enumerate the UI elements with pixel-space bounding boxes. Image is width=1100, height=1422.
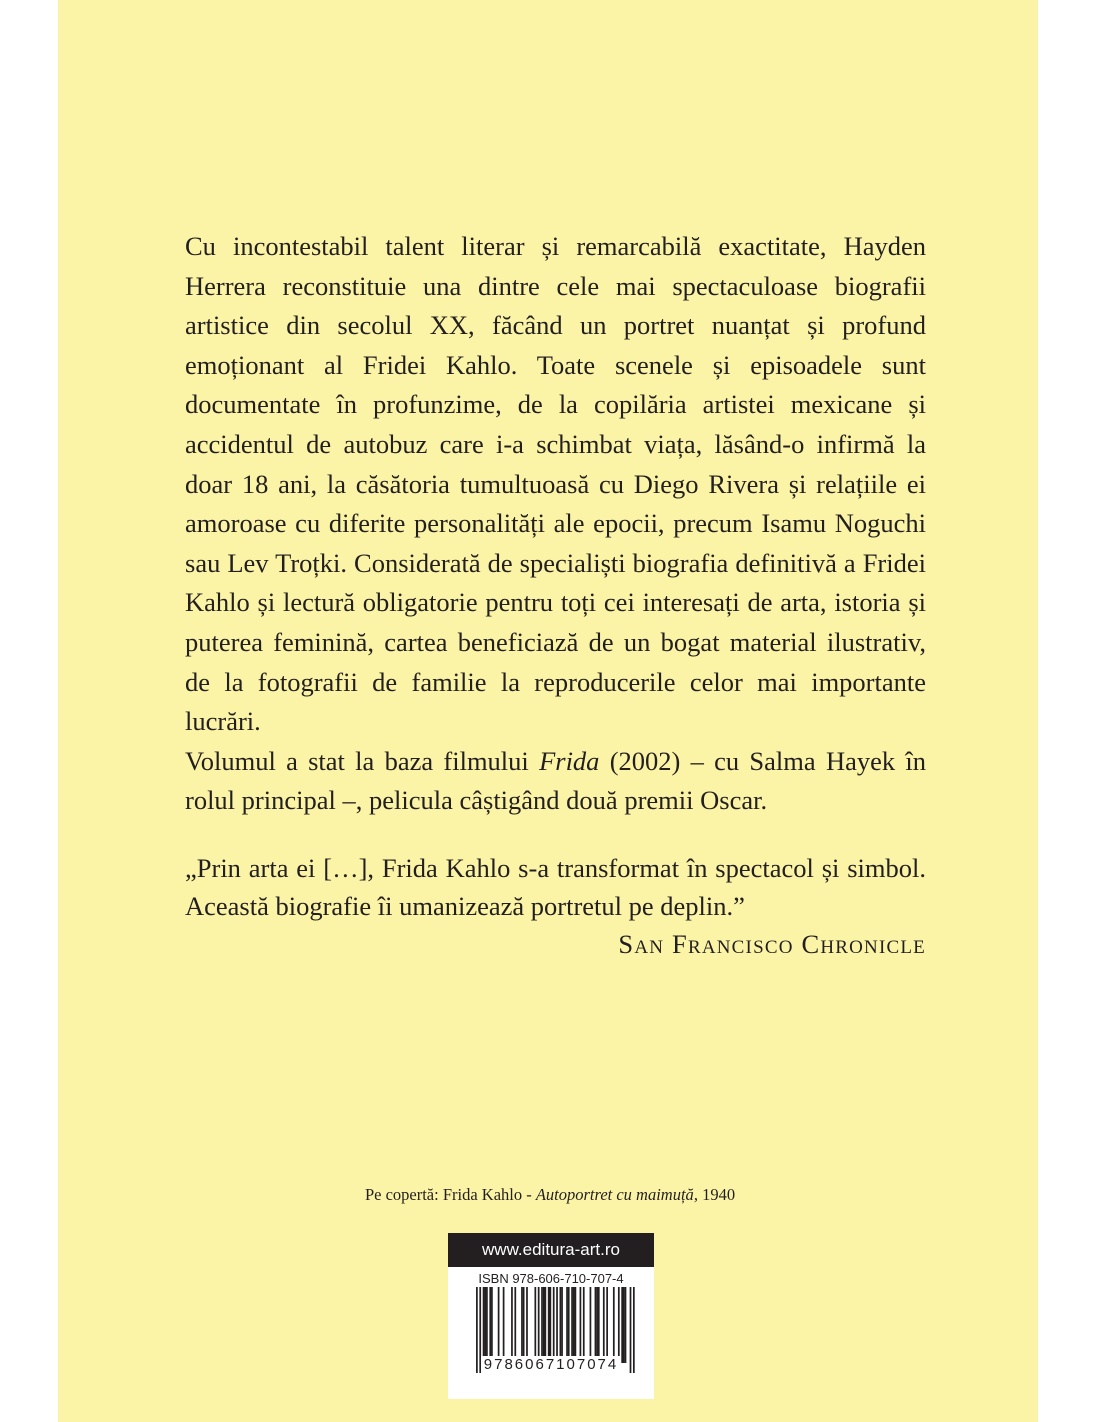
cover-credit-prefix: Pe copertă: Frida Kahlo -: [364, 1185, 536, 1204]
barcode-bar: [541, 1287, 543, 1363]
barcode-bar: [543, 1287, 545, 1363]
barcode-bar: [625, 1287, 627, 1363]
quote-text: „Prin arta ei […], Frida Kahlo s-a transformat în spectacol și simbol. Această biografie îi umanizează portretul pe deplin.”: [185, 853, 926, 921]
barcode-bar: [489, 1287, 491, 1363]
barcode-bar: [483, 1287, 485, 1363]
barcode-bar: [590, 1287, 592, 1363]
barcode-bar: [484, 1287, 486, 1363]
review-quote: [185, 850, 926, 964]
barcode-bar: [511, 1287, 513, 1363]
barcode-bar: [573, 1287, 575, 1363]
barcode-bar: [561, 1287, 563, 1363]
cover-artwork-year: , 1940: [693, 1185, 736, 1204]
barcode-bar: [575, 1287, 577, 1363]
film-sentence-end: (2002) – cu Salma Hayek în rolul principal –, pelicula câștigând două premii Oscar.: [185, 745, 926, 816]
barcode-bar: [595, 1287, 597, 1363]
barcode-digits: 9786067107074: [448, 1355, 654, 1375]
barcode-bar: [580, 1287, 582, 1363]
description-paragraph-2: [185, 742, 926, 821]
barcode-bar: [491, 1287, 493, 1363]
book-description: [185, 227, 926, 821]
barcode-bar: [598, 1287, 600, 1363]
barcode-bar: [566, 1287, 568, 1363]
barcode-bar: [548, 1287, 550, 1363]
barcode-bar: [603, 1287, 605, 1363]
quote-source: San Francisco Chronicle: [618, 929, 926, 959]
barcode-bar: [596, 1287, 598, 1363]
isbn-barcode-block: [448, 1233, 654, 1399]
barcode-bar: [523, 1287, 525, 1363]
barcode-bar: [534, 1287, 536, 1363]
barcode-bar: [486, 1287, 488, 1363]
barcode-bar: [613, 1287, 615, 1363]
barcode-bar: [618, 1287, 620, 1363]
barcode-bar: [549, 1287, 551, 1363]
barcode-bar: [568, 1287, 570, 1363]
publisher-website: www.editura-art.ro: [448, 1233, 654, 1267]
barcode-bar: [514, 1287, 516, 1363]
film-title: Frida: [539, 745, 600, 776]
barcode-bar: [498, 1287, 500, 1363]
barcode-bar: [571, 1287, 573, 1363]
barcode-bar: [538, 1287, 540, 1363]
barcode-bar: [583, 1287, 585, 1363]
barcode-bar: [621, 1287, 623, 1363]
barcode-bar: [560, 1287, 562, 1363]
barcode-bar: [606, 1287, 608, 1363]
cover-artwork-title: Autoportret cu maimuță: [535, 1185, 694, 1204]
barcode-bar: [526, 1287, 528, 1363]
isbn-label: ISBN 978-606-710-707-4: [478, 1271, 624, 1286]
barcode-bar: [503, 1287, 505, 1363]
barcode-bar: [521, 1287, 523, 1363]
description-paragraph-1: Cu incontestabil talent literar și remarcabilă exactitate, Hayden Herrera reconstituie una dintre cele mai spectaculoase biografii artistice din secolul XX, făcând un portret nuanțat și profund emoționant al Fridei Kahlo. Toate scenele și episoadele sunt documentate în profunzime, de la copilăria artistei mexicane și accidentul de autobuz care i-a schimbat viața, lăsând-o infirmă la doar 18 ani, la căsătoria tumultuoasă cu Diego Rivera și relațiile ei amoroase cu diferite personalități ale epocii, precum Isamu Noguchi sau Lev Troțki. Considerată de specialiști biografia definitivă a Fridei Kahlo și lectură obligatorie pentru toți cei interesați de arta, istoria și puterea feminină, cartea beneficiază de un bogat material ilustrativ, de la fotografii de familie la reproducerile celor mai importante lucrări.: [185, 231, 926, 737]
film-sentence-start: Volumul a stat la baza filmului: [185, 745, 540, 776]
cover-credit: [0, 1185, 1100, 1205]
barcode-bar: [544, 1287, 546, 1363]
barcode-bar: [623, 1287, 625, 1363]
